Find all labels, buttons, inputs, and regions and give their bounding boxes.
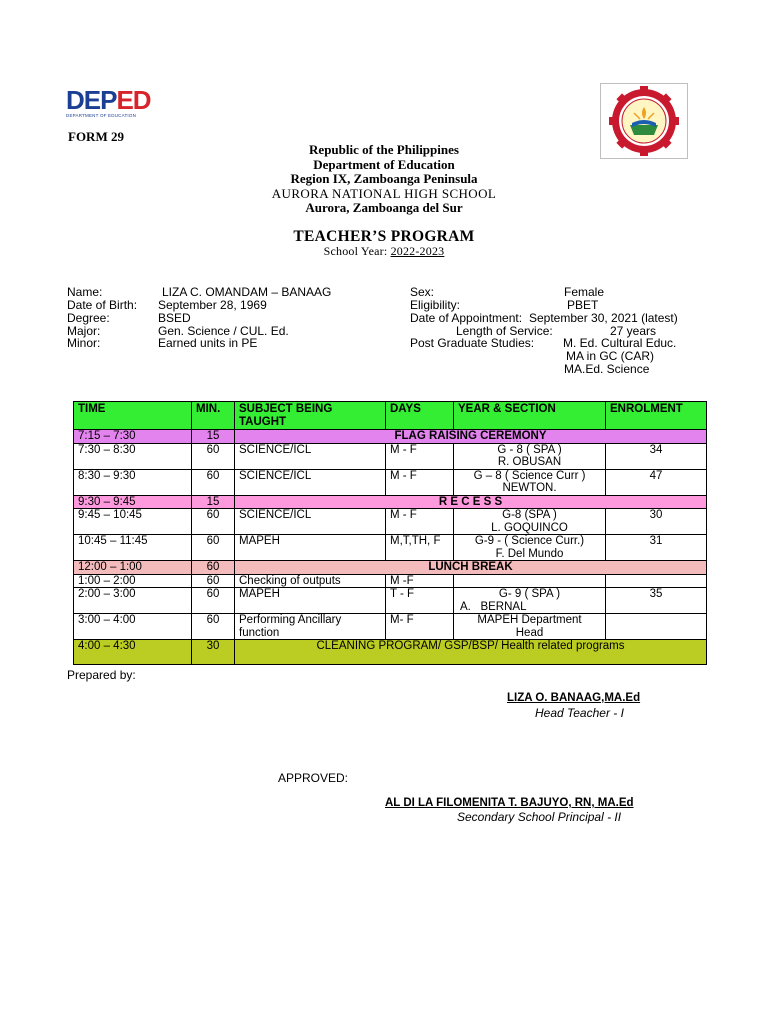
prepared-by-label: Prepared by: (67, 668, 136, 682)
cell-section (454, 509, 606, 535)
cell-activity: CLEANING PROGRAM/ GSP/BSP/ Health related programs (235, 640, 707, 665)
info-eligibility-label: Eligibility: (410, 298, 461, 312)
approved-by-name: AL DI LA FILOMENITA T. BAJUYO, RN, MA.Ed (385, 797, 634, 809)
cell-enrolment: 31 (606, 535, 707, 561)
header-republic: Republic of the Philippines (309, 142, 459, 157)
table-header-row (74, 402, 707, 430)
cell-time: 10:45 – 11:45 (74, 535, 192, 561)
cell-time: 8:30 – 9:30 (74, 469, 192, 495)
cell-enrolment: 34 (606, 443, 707, 469)
cell-time: 1:00 – 2:00 (74, 574, 192, 588)
info-service-value: 27 years (610, 324, 657, 338)
info-dob-label: Date of Birth: (67, 298, 138, 312)
cell-section-line2: R. OBUSAN (497, 456, 562, 468)
cell-section-line1: G- 9 ( SPA ) (498, 588, 561, 600)
cell-section (454, 588, 606, 614)
cell-enrolment: 35 (606, 588, 707, 614)
cell-days: M - F (386, 509, 454, 535)
info-minor-value: Earned units in PE (158, 336, 258, 350)
cell-section (454, 469, 606, 495)
info-degree-label: Degree: (67, 311, 110, 325)
cell-enrolment: 47 (606, 469, 707, 495)
cell-subject: Checking of outputs (235, 574, 386, 588)
info-name-label: Name: (67, 285, 103, 299)
cell-subject: SCIENCE/ICL (235, 443, 386, 469)
cell-section-line1: MAPEH Department (477, 614, 582, 626)
info-major-label: Major: (67, 324, 101, 338)
deped-logo-word (66, 86, 152, 114)
info-appointment-value: September 30, 2021 (latest) (529, 311, 678, 325)
cell-section-line2: L. GOQUINCO (491, 521, 568, 534)
page-title: TEACHER’S PROGRAM (293, 227, 475, 245)
header-department: Department of Education (313, 156, 455, 172)
cell-section (454, 443, 606, 469)
info-sex-value: Female (564, 285, 605, 299)
info-minor-label: Minor: (67, 336, 101, 350)
cell-activity: R E C E S S (235, 495, 707, 509)
cell-min: 60 (192, 509, 235, 535)
cell-time: 12:00 – 1:00 (74, 561, 192, 575)
cell-time: 7:15 – 7:30 (74, 430, 192, 444)
col-header-time: TIME (74, 402, 192, 430)
cell-enrolment: 30 (606, 509, 707, 535)
cell-min: 30 (192, 640, 235, 665)
cell-subject: Performing Ancillary function (235, 614, 386, 640)
cell-days: M- F (386, 614, 454, 640)
col-header-min: MIN. (192, 402, 235, 430)
form-number: FORM 29 (68, 129, 124, 144)
deped-logo-subtitle: DEPARTMENT OF EDUCATION (66, 113, 137, 118)
info-postgrad-value-3: MA.Ed. Science (564, 362, 650, 376)
cell-time: 3:00 – 4:00 (74, 614, 192, 640)
table-row (74, 430, 707, 444)
info-name-value: LIZA C. OMANDAM – BANAAG (162, 285, 332, 299)
table-row (74, 469, 707, 495)
cell-days: T - F (386, 588, 454, 614)
table-row (74, 574, 707, 588)
prepared-by-title: Head Teacher - I (535, 706, 624, 720)
table-row (74, 495, 707, 509)
cell-section-line2: F. Del Mundo (495, 547, 564, 560)
schedule-table (73, 401, 707, 665)
cell-section-line1: G - 8 ( SPA ) (497, 443, 562, 456)
cell-min: 60 (192, 588, 235, 614)
cell-time: 9:30 – 9:45 (74, 495, 192, 509)
table-row (74, 588, 707, 614)
cell-time: 9:45 – 10:45 (74, 509, 192, 535)
school-year-label: School Year: (323, 244, 391, 258)
cell-time: 4:00 – 4:30 (74, 640, 192, 665)
table-row (74, 509, 707, 535)
cell-days: M - F (386, 443, 454, 469)
deped-logo-dep: DEP (66, 85, 117, 115)
table-row (74, 614, 707, 640)
table-row (74, 561, 707, 575)
document-header (0, 143, 768, 259)
info-postgrad-value-1: M. Ed. Cultural Educ. (563, 336, 677, 350)
info-major-value: Gen. Science / CUL. Ed. (158, 324, 289, 338)
cell-time: 2:00 – 3:00 (74, 588, 192, 614)
cell-enrolment (606, 614, 707, 640)
cell-min: 60 (192, 535, 235, 561)
cell-section (454, 614, 606, 640)
cell-min: 60 (192, 614, 235, 640)
table-row (74, 535, 707, 561)
table-row (74, 640, 707, 665)
cell-min: 60 (192, 574, 235, 588)
cell-days: M - F (386, 469, 454, 495)
col-header-section: YEAR & SECTION (454, 402, 606, 430)
col-header-subject: SUBJECT BEING TAUGHT (235, 402, 386, 430)
deped-logo (66, 86, 152, 126)
cell-section-line1: G-8 (SPA ) (502, 509, 557, 521)
header-school-address: Aurora, Zamboanga del Sur (305, 200, 463, 215)
cell-min: 60 (192, 469, 235, 495)
cell-days: M -F (386, 574, 454, 588)
cell-min: 15 (192, 430, 235, 444)
cell-section-line2: A. BERNAL (460, 600, 527, 613)
cell-section (454, 535, 606, 561)
info-postgrad-value-2: MA in GC (CAR) (566, 349, 655, 363)
table-row (74, 443, 707, 469)
approved-by-title: Secondary School Principal - II (457, 810, 622, 824)
cell-section (454, 574, 606, 588)
approved-label: APPROVED: (278, 771, 349, 785)
cell-subject: SCIENCE/ICL (235, 469, 386, 495)
cell-subject: MAPEH (235, 588, 386, 614)
cell-subject: MAPEH (235, 535, 386, 561)
info-appointment-label: Date of Appointment: (410, 311, 523, 325)
header-region: Region IX, Zamboanga Peninsula (290, 171, 478, 186)
info-eligibility-value: PBET (567, 298, 599, 312)
col-header-enrolment: ENROLMENT (606, 402, 707, 430)
cell-time: 7:30 – 8:30 (74, 443, 192, 469)
cell-enrolment (606, 574, 707, 588)
cell-section-line1: G-9 - ( Science Curr.) (474, 535, 585, 547)
cell-min: 60 (192, 443, 235, 469)
header-school-name: AURORA NATIONAL HIGH SCHOOL (271, 185, 497, 201)
deped-logo-ed: ED (116, 85, 151, 115)
prepared-by-name: LIZA O. BANAAG,MA.Ed (507, 692, 641, 704)
info-service-label: Length of Service: (456, 324, 553, 338)
cell-subject: SCIENCE/ICL (235, 509, 386, 535)
cell-section-line2: Head (515, 626, 544, 639)
cell-min: 60 (192, 561, 235, 575)
cell-section-line1: G – 8 ( Science Curr ) (473, 469, 586, 482)
info-sex-label: Sex: (410, 285, 435, 299)
cell-section-line2: NEWTON. (502, 482, 557, 494)
school-year (0, 244, 768, 259)
cell-activity: LUNCH BREAK (235, 561, 707, 575)
cell-min: 15 (192, 495, 235, 509)
col-header-days: DAYS (386, 402, 454, 430)
info-dob-value: September 28, 1969 (158, 298, 267, 312)
cell-days: M,T,TH, F (386, 535, 454, 561)
cell-activity: FLAG RAISING CEREMONY (235, 430, 707, 444)
school-year-value: 2022-2023 (390, 244, 445, 258)
info-degree-value: BSED (158, 311, 191, 325)
info-postgrad-label: Post Graduate Studies: (410, 336, 535, 350)
